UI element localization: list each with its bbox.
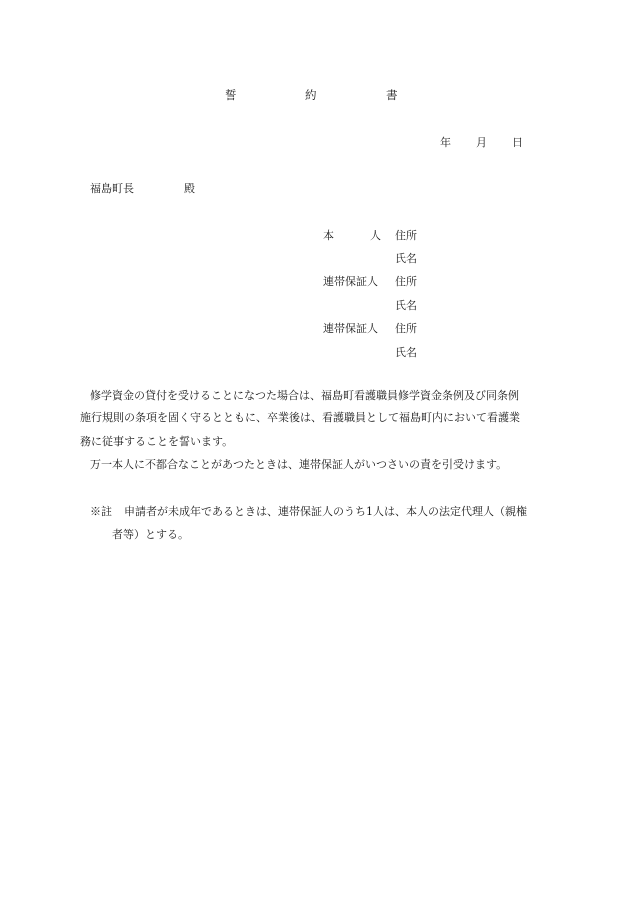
party-role-principal-char-2: 人	[370, 229, 381, 242]
note-text-line-1: 申請者が未成年であるときは、連帯保証人のうち1人は、本人の法定代理人（親権	[124, 505, 527, 518]
title-char-3: 書	[386, 88, 398, 102]
guarantor-2-address-label: 住所	[395, 322, 417, 335]
note-mark: ※註	[90, 505, 112, 518]
note-text-line-2: 者等）とする。	[112, 528, 189, 541]
party-role-guarantor-2: 連帯保証人	[323, 322, 378, 335]
pledge-text-line-1: 修学資金の貸付を受けることになつた場合は、福島町看護職員修学資金条例及び同条例	[90, 389, 519, 402]
pledge-text-line-3: 務に従事することを誓います。	[80, 435, 234, 448]
pledge-text-line-2: 施行規則の条項を固く守るとともに、卒業後は、看護職員として福島町内において看護業	[80, 411, 520, 424]
principal-address-label: 住所	[395, 229, 417, 242]
addressee: 福島町長	[90, 182, 134, 195]
title-char-2: 約	[305, 88, 317, 102]
pledge-text-line-4: 万一本人に不都合なことがあつたときは、連帯保証人がいつさいの責を引受けます。	[90, 458, 508, 471]
guarantor-1-name-label: 氏名	[395, 299, 417, 312]
party-role-principal-char-1: 本	[323, 229, 334, 242]
addressee-honorific: 殿	[184, 182, 195, 195]
title-char-1: 誓	[225, 88, 237, 102]
date-month-label: 月	[476, 136, 487, 149]
party-role-principal	[323, 227, 381, 243]
guarantor-2-name-label: 氏名	[395, 346, 417, 359]
guarantor-1-address-label: 住所	[395, 275, 417, 288]
party-role-guarantor-1: 連帯保証人	[323, 275, 378, 288]
principal-name-label: 氏名	[395, 252, 417, 265]
date-year-label: 年	[440, 136, 451, 149]
date-day-label: 日	[512, 136, 523, 149]
